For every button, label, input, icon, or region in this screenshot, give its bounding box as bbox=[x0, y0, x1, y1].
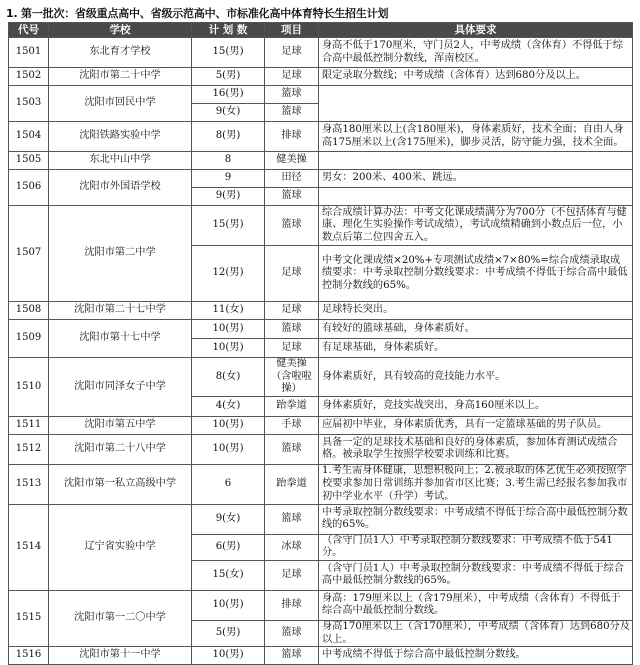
sport: 篮球 bbox=[265, 504, 319, 534]
school-code: 1501 bbox=[9, 38, 49, 68]
school-name: 沈阳市第一二〇中学 bbox=[49, 590, 192, 646]
enrollment-plan-table bbox=[8, 22, 633, 665]
plan-count: 6 bbox=[192, 464, 265, 504]
school-name: 沈阳市第二十七中学 bbox=[49, 302, 192, 320]
school-code: 1510 bbox=[9, 358, 49, 417]
sport: 篮球 bbox=[265, 206, 319, 246]
table-header-row bbox=[9, 23, 633, 38]
requirement: 中考成绩不得低于综合高中最低控制分数线。 bbox=[319, 647, 633, 665]
header-code: 代号 bbox=[9, 23, 49, 38]
school-code: 1516 bbox=[9, 647, 49, 665]
requirement: 中考录取控制分数线要求：中考成绩不得低于综合高中最低控制分数线的65%。 bbox=[319, 504, 633, 534]
school-code: 1513 bbox=[9, 464, 49, 504]
school-name: 东北中山中学 bbox=[49, 152, 192, 170]
school-name: 沈阳市第十七中学 bbox=[49, 320, 192, 358]
school-name: 沈阳市第二中学 bbox=[49, 206, 192, 302]
requirement: 具备一定的足球技术基础和良好的身体素质，参加体育测试成绩合格。被录取学生按照学校要求训练和比赛。 bbox=[319, 434, 633, 464]
requirement: 足球特长突出。 bbox=[319, 302, 633, 320]
requirement: 限定录取分数线；中考成绩（含体育）达到680分及以上。 bbox=[319, 68, 633, 86]
sport: 篮球 bbox=[265, 434, 319, 464]
school-name: 辽宁省实验中学 bbox=[49, 504, 192, 590]
school-code: 1514 bbox=[9, 504, 49, 590]
plan-count: 12(男) bbox=[192, 246, 265, 302]
requirement: 1.考生需身体健康，思想积极向上；2.被录取的体艺优生必须按照学校要求参加日常训练并参加省市区比赛；3.考生需已经报名参加我市初中学业水平（升学）考试。 bbox=[319, 464, 633, 504]
table-row bbox=[9, 504, 633, 534]
requirement: 身高170厘米以上（含170厘米），中考成绩（含体育）达到680分及以上。 bbox=[319, 620, 633, 646]
school-code: 1515 bbox=[9, 590, 49, 646]
table-row bbox=[9, 152, 633, 170]
sport: 足球 bbox=[265, 560, 319, 590]
requirement: 身高180厘米以上(含180厘米)，身体素质好，技术全面；自由人身高175厘米以上(含175厘米)，脚步灵活，防守能力强，技术全面。 bbox=[319, 122, 633, 152]
plan-count: 10(男) bbox=[192, 339, 265, 358]
school-code: 1508 bbox=[9, 302, 49, 320]
school-name: 沈阳市同泽女子中学 bbox=[49, 358, 192, 417]
table-row bbox=[9, 302, 633, 320]
table-row bbox=[9, 416, 633, 434]
sport: 足球 bbox=[265, 246, 319, 302]
requirement: （含守门员1人）中考录取控制分数线要求：中考成绩不得低于综合高中最低控制分数线的65%。 bbox=[319, 560, 633, 590]
sport: 健美操（含啦啦操） bbox=[265, 358, 319, 397]
requirement: 有足球基础，身体素质好。 bbox=[319, 339, 633, 358]
plan-count: 6(男) bbox=[192, 534, 265, 560]
plan-count: 8(男) bbox=[192, 122, 265, 152]
sport: 篮球 bbox=[265, 188, 319, 206]
sport: 健美操 bbox=[265, 152, 319, 170]
sport: 篮球 bbox=[265, 620, 319, 646]
requirement: 男女：200米、400米、跳远。 bbox=[319, 170, 633, 188]
requirement: 综合成绩计算办法：中考文化课成绩满分为700分（不包括体育与健康、理化生实验操作考试成绩），考试成绩精确到小数点后一位，小数点后第二位四舍五入。 bbox=[319, 206, 633, 246]
sport: 篮球 bbox=[265, 320, 319, 339]
table-row bbox=[9, 358, 633, 397]
plan-count: 5(男) bbox=[192, 620, 265, 646]
school-code: 1512 bbox=[9, 434, 49, 464]
table-row bbox=[9, 38, 633, 68]
school-code: 1504 bbox=[9, 122, 49, 152]
table-row bbox=[9, 206, 633, 246]
sport: 田径 bbox=[265, 170, 319, 188]
plan-count: 8 bbox=[192, 152, 265, 170]
sport: 篮球 bbox=[265, 647, 319, 665]
school-code: 1503 bbox=[9, 86, 49, 122]
plan-count: 11(女) bbox=[192, 302, 265, 320]
plan-count: 9(男) bbox=[192, 188, 265, 206]
table-row bbox=[9, 434, 633, 464]
plan-count: 15(男) bbox=[192, 206, 265, 246]
header-requirements: 具体要求 bbox=[319, 23, 633, 38]
table-row bbox=[9, 647, 633, 665]
sport: 跆拳道 bbox=[265, 464, 319, 504]
sport: 篮球 bbox=[265, 86, 319, 104]
table-row bbox=[9, 320, 633, 339]
sport: 足球 bbox=[265, 302, 319, 320]
requirement: 有较好的篮球基础，身体素质好。 bbox=[319, 320, 633, 339]
plan-count: 10(男) bbox=[192, 320, 265, 339]
header-plan: 计 划 数 bbox=[192, 23, 265, 38]
school-name: 沈阳市外国语学校 bbox=[49, 170, 192, 206]
requirement bbox=[319, 86, 633, 122]
plan-count: 5(男) bbox=[192, 68, 265, 86]
table-row bbox=[9, 122, 633, 152]
sport: 手球 bbox=[265, 416, 319, 434]
header-sport: 项目 bbox=[265, 23, 319, 38]
requirement bbox=[319, 188, 633, 206]
table-row bbox=[9, 170, 633, 188]
school-name: 沈阳市第一私立高级中学 bbox=[49, 464, 192, 504]
requirement: 身高：179厘米以上（含179厘米），中考成绩（含体育）不得低于综合高中最低控制分数线。 bbox=[319, 590, 633, 620]
sport: 足球 bbox=[265, 38, 319, 68]
sport: 排球 bbox=[265, 590, 319, 620]
plan-count: 10(男) bbox=[192, 647, 265, 665]
table-row bbox=[9, 590, 633, 620]
plan-count: 15(女) bbox=[192, 560, 265, 590]
school-name: 东北育才学校 bbox=[49, 38, 192, 68]
requirement: 应届初中毕业，身体素质优秀，具有一定篮球基础的男子队员。 bbox=[319, 416, 633, 434]
school-name: 沈阳市第五中学 bbox=[49, 416, 192, 434]
school-code: 1502 bbox=[9, 68, 49, 86]
school-code: 1506 bbox=[9, 170, 49, 206]
requirement bbox=[319, 152, 633, 170]
sport: 冰球 bbox=[265, 534, 319, 560]
sport: 足球 bbox=[265, 339, 319, 358]
document-title: 1. 第一批次：省级重点高中、省级示范高中、市标准化高中体育特长生招生计划 bbox=[6, 7, 389, 20]
header-school: 学校 bbox=[49, 23, 192, 38]
school-code: 1511 bbox=[9, 416, 49, 434]
table-row bbox=[9, 86, 633, 104]
requirement: 中考文化课成绩×20%+专项测试成绩×7×80%=综合成绩录取成绩要求：中考录取控制分数线要求：中考成绩不得低于综合高中最低控制分数线的65%。 bbox=[319, 246, 633, 302]
sport: 排球 bbox=[265, 122, 319, 152]
requirement: （含守门员1人）中考录取控制分数线要求：中考成绩不低于541分。 bbox=[319, 534, 633, 560]
school-code: 1505 bbox=[9, 152, 49, 170]
plan-count: 10(男) bbox=[192, 416, 265, 434]
plan-count: 10(男) bbox=[192, 434, 265, 464]
sport: 篮球 bbox=[265, 104, 319, 122]
school-name: 沈阳市回民中学 bbox=[49, 86, 192, 122]
table-row bbox=[9, 68, 633, 86]
sport: 足球 bbox=[265, 68, 319, 86]
plan-count: 9(女) bbox=[192, 104, 265, 122]
plan-count: 16(男) bbox=[192, 86, 265, 104]
school-name: 沈阳市第二十中学 bbox=[49, 68, 192, 86]
plan-count: 9 bbox=[192, 170, 265, 188]
table-row bbox=[9, 464, 633, 504]
school-name: 沈阳市第十一中学 bbox=[49, 647, 192, 665]
sport: 跆拳道 bbox=[265, 396, 319, 416]
school-name: 沈阳铁路实验中学 bbox=[49, 122, 192, 152]
plan-count: 9(女) bbox=[192, 504, 265, 534]
school-name: 沈阳市第二十八中学 bbox=[49, 434, 192, 464]
plan-count: 10(男) bbox=[192, 590, 265, 620]
plan-count: 4(女) bbox=[192, 396, 265, 416]
plan-count: 8(女) bbox=[192, 358, 265, 397]
school-code: 1509 bbox=[9, 320, 49, 358]
requirement: 身高不低于170厘米，守门员2人，中考成绩（含体育）不得低于综合高中最低控制分数线，浑南校区。 bbox=[319, 38, 633, 68]
plan-count: 15(男) bbox=[192, 38, 265, 68]
requirement: 身体素质好，具有较高的竞技能力水平。 bbox=[319, 358, 633, 397]
school-code: 1507 bbox=[9, 206, 49, 302]
requirement: 身体素质好，竞技实战突出，身高160厘米以上。 bbox=[319, 396, 633, 416]
